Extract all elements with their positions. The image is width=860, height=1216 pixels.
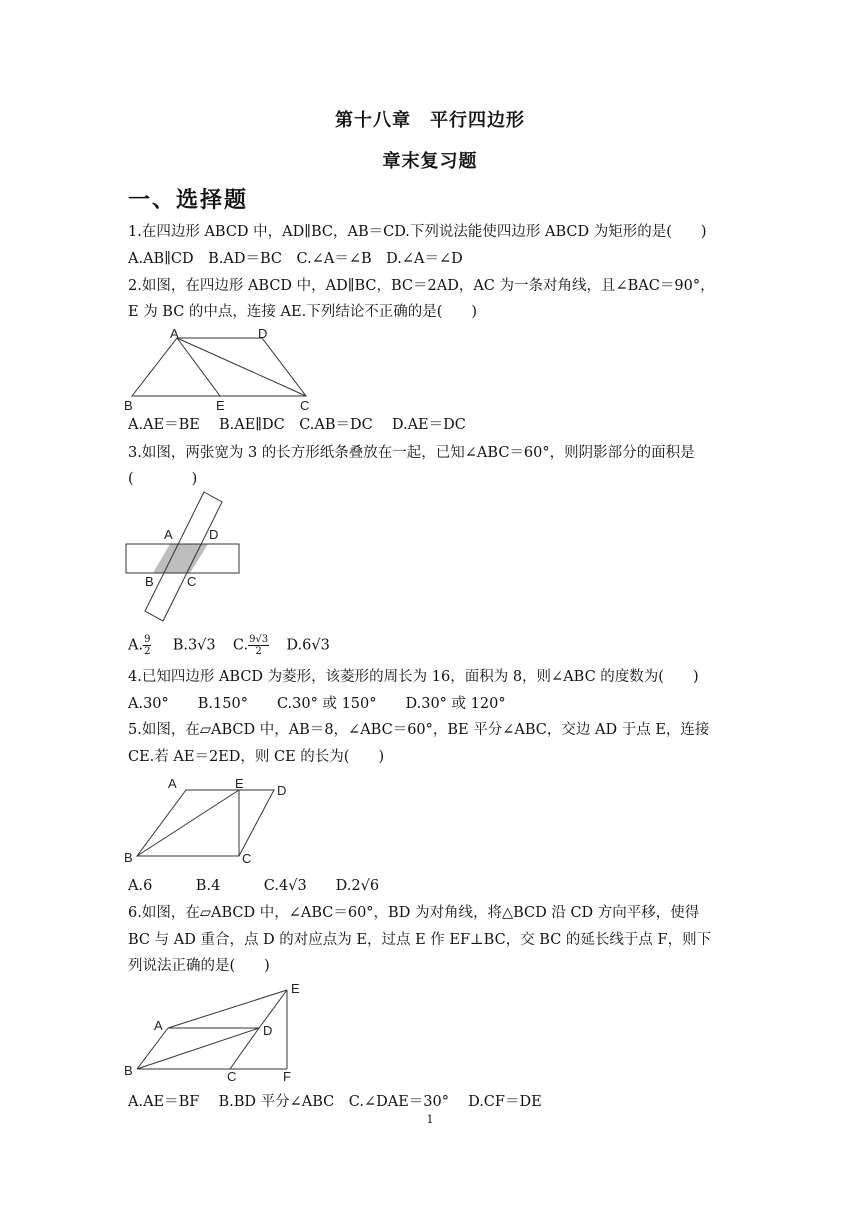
question-6-options: A.AE＝BF B.BD 平分∠ABC C.∠DAE＝30° D.CF＝DE <box>128 1094 542 1110</box>
q3-option-a-denominator: 2 <box>144 646 151 657</box>
fig6-label-d: D <box>263 1023 273 1038</box>
fig6-label-b: B <box>124 1063 133 1078</box>
section-title: 一、选择题 <box>128 188 249 213</box>
q3-option-b: B.3√3 <box>172 637 216 654</box>
q3-option-a-fraction <box>143 634 151 657</box>
fig3-label-b: B <box>145 574 154 589</box>
question-1-stem: 1.在四边形 ABCD 中，AD∥BC，AB＝CD.下列说法能使四边形 ABCD 为矩形的是( ) <box>128 224 707 240</box>
fig3-label-c: C <box>187 574 197 589</box>
fig6-label-f: F <box>283 1069 291 1084</box>
question-6-stem-line2: BC 与 AD 重合，点 D 的对应点为 E，过点 E 作 EF⊥BC，交 BC 的延长线于点 F，则下 <box>128 932 712 948</box>
question-3-stem-line2: ( ) <box>128 471 198 487</box>
fig5-label-c: C <box>242 851 252 866</box>
fig3-label-a: A <box>164 527 173 542</box>
question-6-figure <box>120 980 320 1086</box>
fig2-label-d: D <box>258 326 268 341</box>
fig6-label-e: E <box>291 981 300 996</box>
chapter-title: 第十八章 平行四边形 <box>335 110 525 131</box>
question-3-figure <box>120 490 248 630</box>
q3-option-c-prefix: C. <box>232 637 249 654</box>
q3-option-c-numerator: 9√3 <box>249 634 269 645</box>
question-4-stem: 4.已知四边形 ABCD 为菱形，该菱形的周长为 16，面积为 8，则∠ABC 的度数为( ) <box>128 669 699 685</box>
question-2-stem-line1: 2.如图，在四边形 ABCD 中，AD∥BC，BC＝2AD，AC 为一条对角线，且∠BAC＝90°， <box>128 278 715 294</box>
question-2-figure <box>120 326 320 414</box>
q3-option-c-fraction <box>248 634 269 657</box>
fig2-label-b: B <box>124 398 133 413</box>
question-1-options: A.AB∥CD B.AD＝BC C.∠A＝∠B D.∠A＝∠D <box>128 251 463 267</box>
question-3-options <box>128 634 738 664</box>
fig6-label-a: A <box>154 1018 163 1033</box>
q3-option-d: D.6√3 <box>286 637 330 654</box>
question-2-stem-line2: E 为 BC 的中点，连接 AE.下列结论不正确的是( ) <box>128 304 478 320</box>
q3-option-a-prefix: A. <box>128 637 144 654</box>
fig5-label-b: B <box>124 850 133 865</box>
fig5-label-a: A <box>168 776 177 791</box>
fig5-label-e: E <box>235 776 244 791</box>
question-5-options: A.6 B.4 C.4√3 D.2√6 <box>128 878 380 894</box>
q3-option-a-numerator: 9 <box>144 634 151 645</box>
question-3-stem-line1: 3.如图，两张宽为 3 的长方形纸条叠放在一起，已知∠ABC＝60°，则阴影部分的面积是 <box>128 445 695 461</box>
q3-option-c-denominator: 2 <box>255 646 262 657</box>
fig2-label-a: A <box>170 326 179 341</box>
question-5-stem-line2: CE.若 AE＝2ED，则 CE 的长为( ) <box>128 749 385 765</box>
question-6-stem-line3: 列说法正确的是( ) <box>128 958 270 974</box>
fig5-label-d: D <box>277 783 287 798</box>
page-subtitle: 章末复习题 <box>382 151 478 172</box>
fig3-label-d: D <box>209 527 219 542</box>
fig2-label-e: E <box>216 398 225 413</box>
page-number: 1 <box>426 1113 434 1126</box>
question-6-stem-line1: 6.如图，在▱ABCD 中，∠ABC＝60°，BD 为对角线，将△BCD 沿 CD 方向平移，使得 <box>128 905 700 921</box>
fig6-label-c: C <box>227 1069 237 1084</box>
question-4-options: A.30° B.150° C.30° 或 150° D.30° 或 120° <box>128 696 506 712</box>
question-5-stem-line1: 5.如图，在▱ABCD 中，AB＝8，∠ABC＝60°，BE 平分∠ABC，交边 AD 于点 E，连接 <box>128 722 710 738</box>
question-2-options: A.AE＝BE B.AE∥DC C.AB＝DC D.AE＝DC <box>128 417 466 433</box>
fig2-label-c: C <box>300 398 310 413</box>
question-5-figure <box>120 770 300 870</box>
